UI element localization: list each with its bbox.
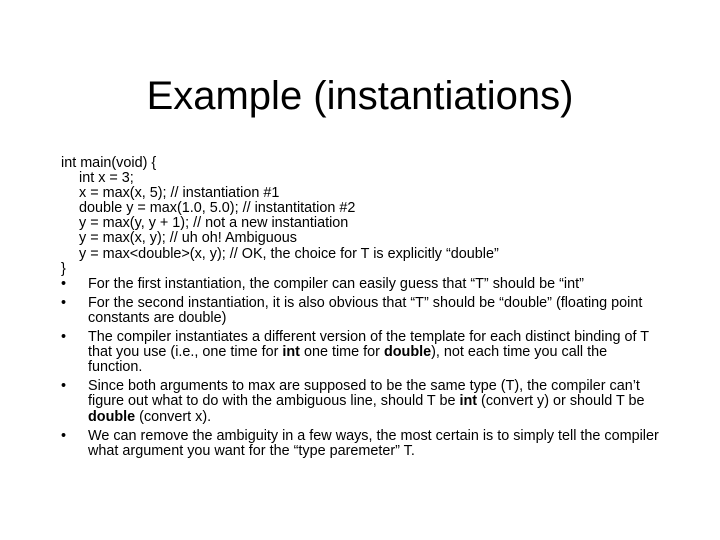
bullet-text-part: The compiler instantiates a different version of the template for each distinct binding of T that you use (i.e., one time for — [88, 329, 649, 361]
bullet-item — [61, 330, 661, 375]
bullet-text: For the second instantiation, it is also obvious that “T” should be “double” (floating point constants are double) — [88, 294, 643, 326]
bullet-text — [88, 378, 645, 424]
bullet-icon: • — [61, 275, 67, 292]
bullet-icon: • — [61, 427, 67, 444]
code-line: x = max(x, 5); // instantiation #1 — [79, 185, 280, 202]
bullet-icon: • — [61, 294, 67, 311]
bullet-item — [61, 277, 661, 292]
code-line: double y = max(1.0, 5.0); // instantitation #2 — [79, 200, 356, 217]
bullet-item — [61, 296, 661, 326]
bullet-text-part: (convert y) or should T be — [477, 393, 645, 410]
bullet-list — [61, 277, 661, 459]
bullet-icon: • — [61, 329, 67, 346]
bullet-item — [61, 379, 661, 424]
code-line: y = max(x, y); // uh oh! Ambiguous — [79, 230, 297, 247]
bullet-text: We can remove the ambiguity in a few ways, the most certain is to simply tell the compiler what argument you want for the “type paremeter” T. — [88, 427, 659, 459]
bullet-icon: • — [61, 378, 67, 395]
code-line: y = max(y, y + 1); // not a new instantiation — [79, 215, 349, 232]
slide-title: Example (instantiations) — [146, 74, 574, 118]
code-line: y = max<double>(x, y); // OK, the choice for T is explicitly “double” — [79, 245, 499, 262]
bullet-text-bold: int — [459, 393, 478, 410]
bullet-text-part: one time for — [299, 344, 384, 361]
bullet-text — [88, 329, 649, 375]
bullet-text: For the first instantiation, the compiler can easily guess that “T” should be “int” — [88, 275, 584, 292]
code-line-open: int main(void) { — [61, 155, 157, 171]
bullet-text-bold: double — [383, 344, 432, 361]
code-block — [61, 156, 661, 277]
bullet-text-bold: int — [282, 344, 300, 361]
bullet-text-part: Since both arguments to max are supposed to be the same type (T), the compiler can’t figure out what to do with the ambiguous line, should T be — [88, 378, 640, 410]
code-line: int x = 3; — [79, 170, 134, 187]
bullet-text-bold: double — [88, 408, 136, 425]
bullet-text-part: ), not each time you call the function. — [88, 344, 608, 376]
bullet-item — [61, 429, 661, 459]
slide-body — [61, 156, 661, 463]
bullet-text-part: (convert x). — [135, 408, 212, 425]
code-line-close: } — [61, 260, 66, 277]
